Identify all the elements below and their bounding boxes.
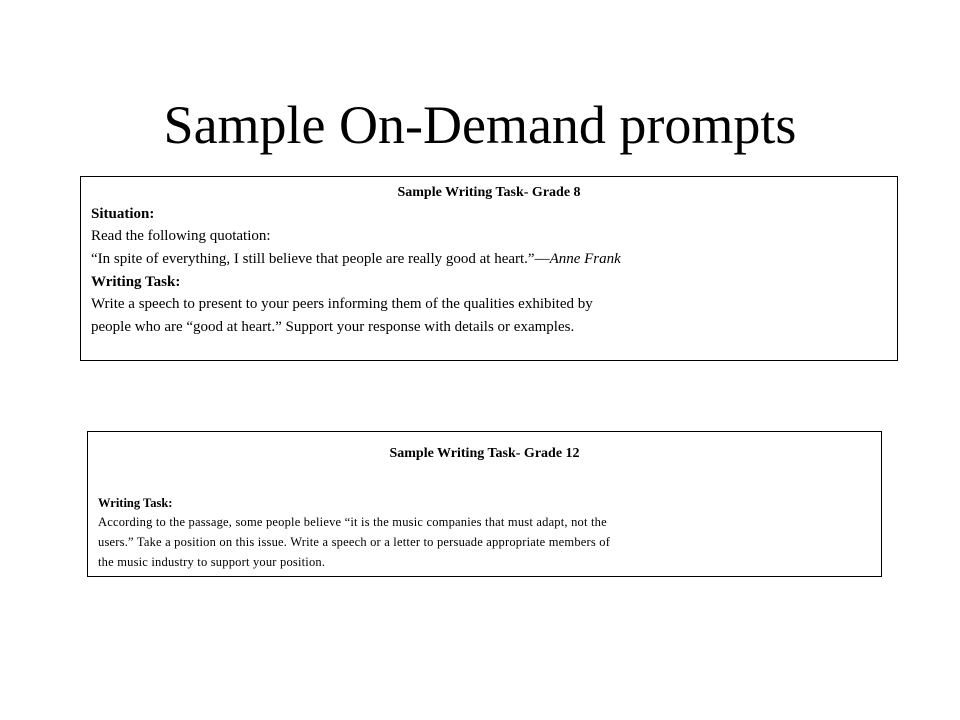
situation-label: Situation: xyxy=(91,206,155,222)
slide-title: Sample On-Demand prompts xyxy=(163,95,797,155)
writing-task-line: According to the passage, some people believe “it is the music companies that must adapt, not the xyxy=(98,515,607,529)
writing-task-line: the music industry to support your position. xyxy=(98,555,326,569)
grade-8-task-heading: Sample Writing Task- Grade 8 xyxy=(397,185,581,200)
writing-task-label: Writing Task: xyxy=(91,274,181,290)
quotation-text: “In spite of everything, I still believe that people are really good at heart.”— xyxy=(91,251,550,267)
quotation-attribution: Anne Frank xyxy=(549,251,621,267)
quotation xyxy=(91,248,887,271)
grade-12-task-box xyxy=(87,431,882,577)
writing-task-line: Write a speech to present to your peers informing them of the qualities exhibited by xyxy=(91,296,593,312)
writing-task-line: people who are “good at heart.” Support your response with details or examples. xyxy=(91,319,575,335)
grade-8-task-box xyxy=(80,176,898,361)
situation-line: Read the following quotation: xyxy=(91,228,271,244)
writing-task-line: users.” Take a position on this issue. Write a speech or a letter to persuade appropriate members of xyxy=(98,535,611,549)
grade-12-task-heading: Sample Writing Task- Grade 12 xyxy=(389,446,580,461)
writing-task-label: Writing Task: xyxy=(98,496,173,510)
